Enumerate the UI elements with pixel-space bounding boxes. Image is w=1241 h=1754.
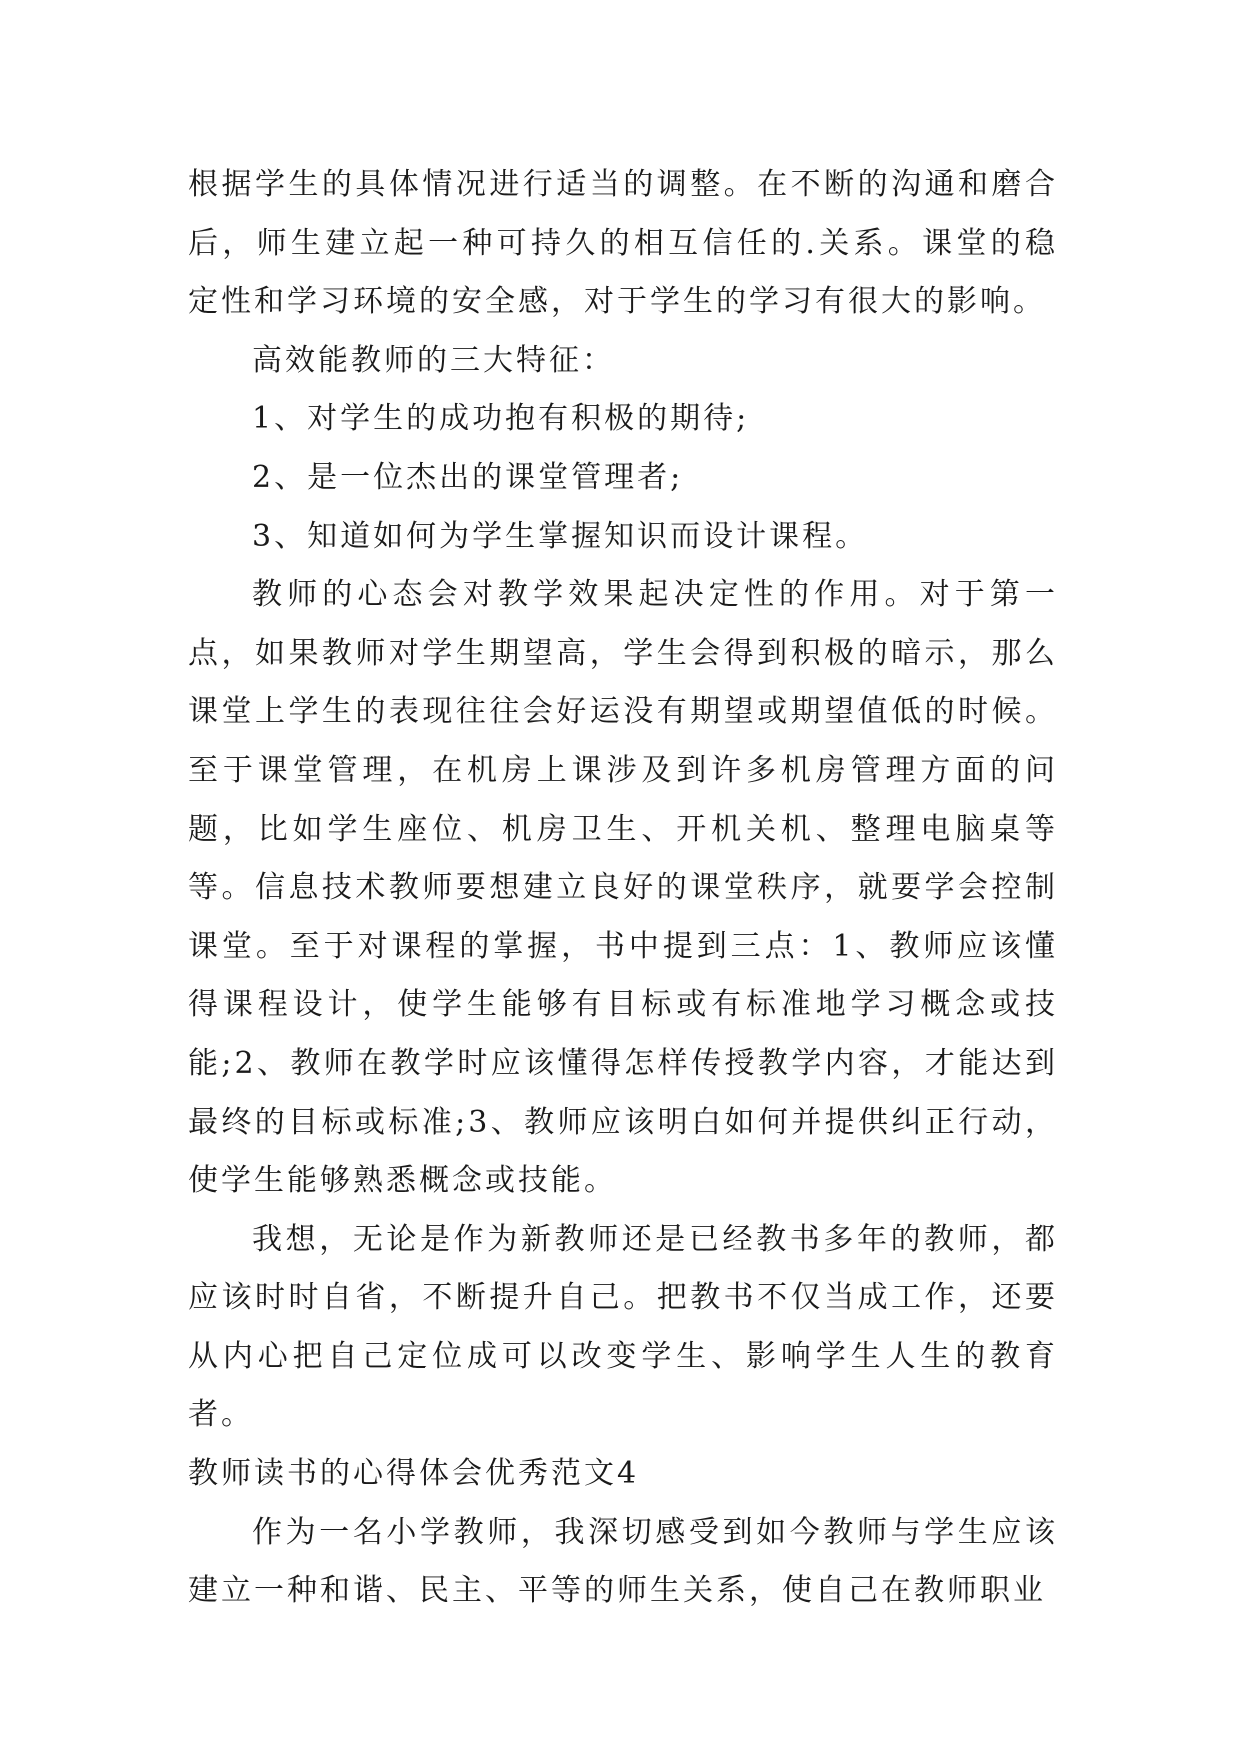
document-page (188, 156, 1058, 1621)
list-item-1: 1、对学生的成功抱有积极的期待; (252, 401, 750, 437)
paragraph-article4-opening: 作为一名小学教师，我深切感受到如今教师与学生应该建立一种和谐、民主、平等的师生关系，使自己在教师职业 (188, 1514, 1058, 1609)
section-heading-traits: 高效能教师的三大特征： (252, 342, 615, 378)
list-item-2: 2、是一位杰出的课堂管理者; (252, 459, 684, 495)
list-item-3: 3、知道如何为学生掌握知识而设计课程。 (252, 518, 869, 554)
paragraph-reflection: 我想，无论是作为新教师还是已经教书多年的教师，都应该时时自省，不断提升自己。把教书不仅当成工作，还要从内心把自己定位成可以改变学生、影响学生人生的教育者。 (188, 1221, 1058, 1433)
article-title-4: 教师读书的心得体会优秀范文4 (188, 1456, 640, 1492)
paragraph-intro: 根据学生的具体情况进行适当的调整。在不断的沟通和磨合后，师生建立起一种可持久的相互信任的.关系。课堂的稳定性和学习环境的安全感，对于学生的学习有很大的影响。 (188, 167, 1058, 320)
paragraph-mindset: 教师的心态会对教学效果起决定性的作用。对于第一点，如果教师对学生期望高，学生会得到积极的暗示，那么课堂上学生的表现往往会好运没有期望或期望值低的时候。至于课堂管理，在机房上课涉及到许多机房管理方面的问题，比如学生座位、机房卫生、开机关机、整理电脑桌等等。信息技术教师要想建立良好的课堂秩序，就要学会控制课堂。至于对课程的掌握，书中提到三点：1、教师应该懂得课程设计，使学生能够有目标或有标准地学习概念或技能;2、教师在教学时应该懂得怎样传授教学内容，才能达到最终的目标或标准;3、教师应该明白如何并提供纠正行动，使学生能够熟悉概念或技能。 (188, 577, 1058, 1199)
